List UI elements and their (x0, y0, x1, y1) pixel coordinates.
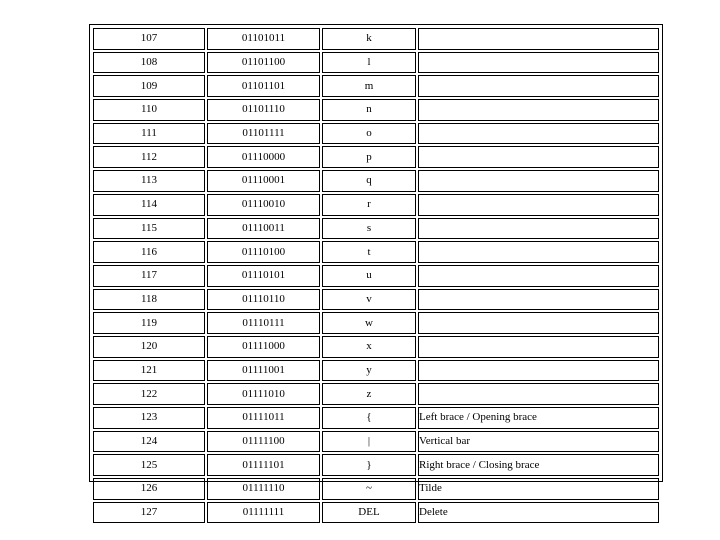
character-cell: n (322, 99, 416, 121)
ascii-table (91, 26, 661, 525)
character-cell: o (322, 123, 416, 145)
description-cell (418, 312, 659, 334)
binary-cell: 01110010 (207, 194, 320, 216)
decimal-cell: 121 (93, 360, 205, 382)
decimal-cell: 117 (93, 265, 205, 287)
decimal-cell: 126 (93, 478, 205, 500)
description-cell (418, 99, 659, 121)
description-cell (418, 241, 659, 263)
decimal-cell: 116 (93, 241, 205, 263)
character-cell: v (322, 289, 416, 311)
decimal-cell: 111 (93, 123, 205, 145)
table-row (93, 454, 659, 476)
table-row (93, 431, 659, 453)
table-row (93, 52, 659, 74)
character-cell: } (322, 454, 416, 476)
character-cell: x (322, 336, 416, 358)
description-cell (418, 194, 659, 216)
decimal-cell: 120 (93, 336, 205, 358)
character-cell: DEL (322, 502, 416, 524)
binary-cell: 01101111 (207, 123, 320, 145)
character-cell: y (322, 360, 416, 382)
description-cell: Delete (418, 502, 659, 524)
description-cell (418, 336, 659, 358)
table-row (93, 336, 659, 358)
description-cell (418, 265, 659, 287)
binary-cell: 01111111 (207, 502, 320, 524)
decimal-cell: 107 (93, 28, 205, 50)
description-cell (418, 360, 659, 382)
table-row (93, 407, 659, 429)
table-row (93, 289, 659, 311)
description-cell (418, 75, 659, 97)
table-row (93, 194, 659, 216)
table-row (93, 170, 659, 192)
binary-cell: 01110100 (207, 241, 320, 263)
binary-cell: 01111101 (207, 454, 320, 476)
table-row (93, 99, 659, 121)
table-row (93, 75, 659, 97)
table-row (93, 360, 659, 382)
binary-cell: 01111110 (207, 478, 320, 500)
binary-cell: 01110011 (207, 218, 320, 240)
character-cell: q (322, 170, 416, 192)
binary-cell: 01110000 (207, 146, 320, 168)
character-cell: r (322, 194, 416, 216)
table-row (93, 265, 659, 287)
description-cell: Tilde (418, 478, 659, 500)
description-cell: Vertical bar (418, 431, 659, 453)
binary-cell: 01110001 (207, 170, 320, 192)
character-cell: w (322, 312, 416, 334)
character-cell: m (322, 75, 416, 97)
description-cell (418, 52, 659, 74)
binary-cell: 01111000 (207, 336, 320, 358)
character-cell: { (322, 407, 416, 429)
table-row (93, 241, 659, 263)
binary-cell: 01101110 (207, 99, 320, 121)
decimal-cell: 118 (93, 289, 205, 311)
binary-cell: 01110110 (207, 289, 320, 311)
decimal-cell: 109 (93, 75, 205, 97)
ascii-table-body (93, 28, 659, 523)
decimal-cell: 119 (93, 312, 205, 334)
decimal-cell: 124 (93, 431, 205, 453)
decimal-cell: 110 (93, 99, 205, 121)
binary-cell: 01111001 (207, 360, 320, 382)
decimal-cell: 114 (93, 194, 205, 216)
binary-cell: 01101100 (207, 52, 320, 74)
binary-cell: 01101011 (207, 28, 320, 50)
table-row (93, 28, 659, 50)
table-row (93, 123, 659, 145)
decimal-cell: 122 (93, 383, 205, 405)
table-row (93, 218, 659, 240)
table-row (93, 312, 659, 334)
binary-cell: 01110111 (207, 312, 320, 334)
table-row (93, 502, 659, 524)
decimal-cell: 123 (93, 407, 205, 429)
character-cell: l (322, 52, 416, 74)
binary-cell: 01101101 (207, 75, 320, 97)
character-cell: ~ (322, 478, 416, 500)
decimal-cell: 108 (93, 52, 205, 74)
decimal-cell: 112 (93, 146, 205, 168)
table-row (93, 383, 659, 405)
binary-cell: 01111011 (207, 407, 320, 429)
description-cell (418, 383, 659, 405)
character-cell: k (322, 28, 416, 50)
binary-cell: 01111010 (207, 383, 320, 405)
ascii-table-frame (89, 24, 663, 519)
table-row (93, 146, 659, 168)
character-cell: s (322, 218, 416, 240)
description-cell: Right brace / Closing brace (418, 454, 659, 476)
description-cell (418, 146, 659, 168)
decimal-cell: 113 (93, 170, 205, 192)
character-cell: u (322, 265, 416, 287)
binary-cell: 01111100 (207, 431, 320, 453)
description-cell (418, 123, 659, 145)
binary-cell: 01110101 (207, 265, 320, 287)
decimal-cell: 127 (93, 502, 205, 524)
description-cell (418, 170, 659, 192)
description-cell (418, 28, 659, 50)
character-cell: z (322, 383, 416, 405)
decimal-cell: 115 (93, 218, 205, 240)
description-cell (418, 289, 659, 311)
character-cell: | (322, 431, 416, 453)
decimal-cell: 125 (93, 454, 205, 476)
description-cell: Left brace / Opening brace (418, 407, 659, 429)
table-row (93, 478, 659, 500)
character-cell: p (322, 146, 416, 168)
character-cell: t (322, 241, 416, 263)
description-cell (418, 218, 659, 240)
